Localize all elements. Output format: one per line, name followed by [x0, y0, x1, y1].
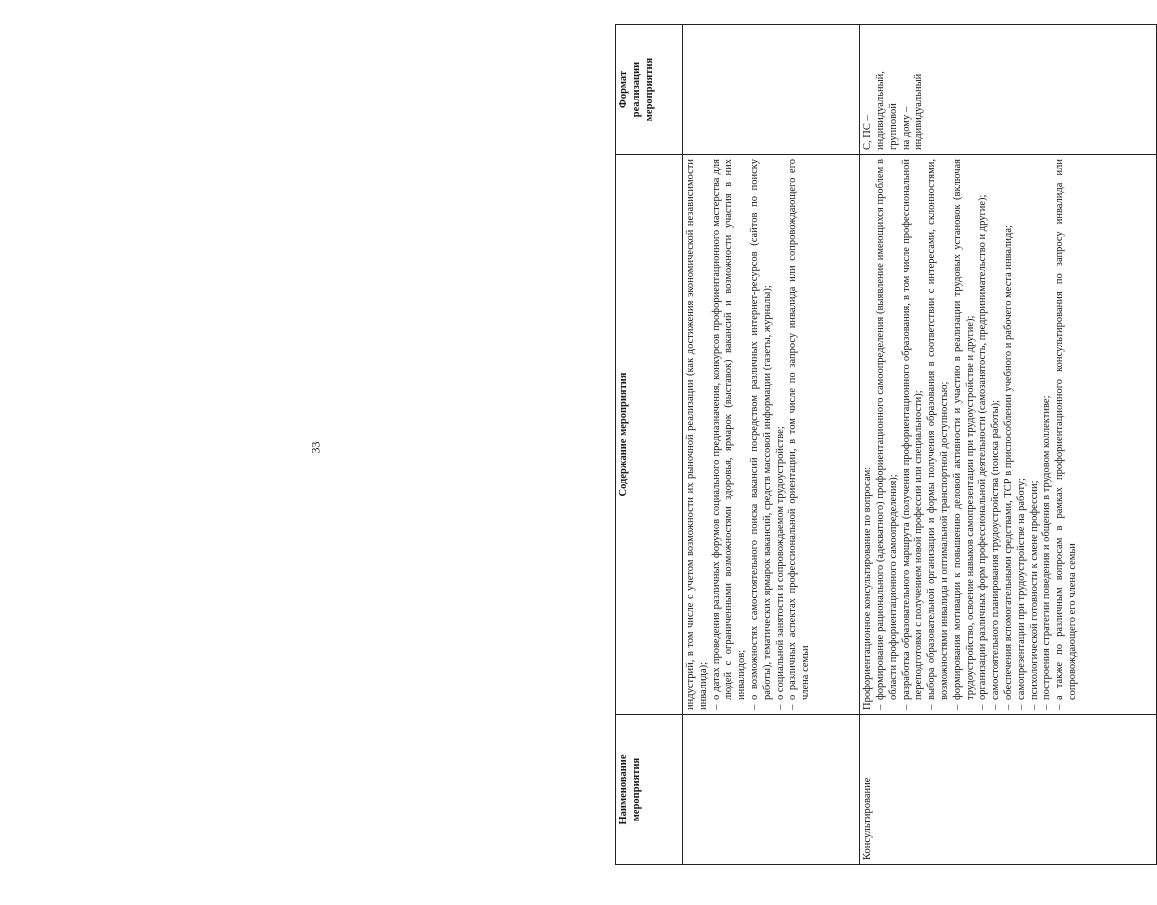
header-format-line: Формат: [618, 70, 629, 109]
row1-line: –о возможностях самостоятельного поиска вакансий посредством различных интернет-ресурсов (сайтов по поиску работы), тематических ярмарок вакансий, средств массовой информации (газеты, журналы);: [748, 159, 773, 710]
row1-line: –о социальной занятости и сопровождаемом трудоустройстве;: [774, 426, 786, 710]
row2-format-line: на дому –: [900, 106, 912, 150]
row2-line: –а также по различным вопросам в рамках профориентационного консультирования по запросу инвалида или сопровождающего его члена семьи: [1054, 159, 1079, 710]
row2-format-line: С, ПС –: [862, 115, 874, 150]
row2-line: –организации различных форм профессиональной деятельности (самозанятость, предпринимательство и другие);: [977, 194, 989, 710]
row2-line: –разработка образовательного маршрута (получения профориентационного образования, в том числе профессиональной переподготовки с получением новой профессии или специальности);: [900, 159, 925, 710]
header-name-line: Наименование: [618, 754, 629, 825]
row2-format-line: индивидуальный,: [875, 71, 887, 150]
header-format-line: реализации: [630, 61, 642, 118]
row2-line: –самостоятельного планирования трудоустройства (поиска работы);: [990, 399, 1002, 710]
row2-content: [860, 155, 1157, 715]
header-format-line: мероприятия: [643, 57, 655, 122]
activities-table: [615, 24, 1157, 865]
row2-format: [860, 25, 1157, 155]
row2-line: –самопрезентации при трудоустройстве на работу;: [1015, 478, 1027, 710]
page-number: 33: [308, 441, 323, 454]
header-format: [616, 25, 683, 155]
row2-line: –формирование рационального (адекватного) профориентационного самоопределения (выявление имеющихся проблем в области профориентационного самоопределения);: [875, 159, 899, 710]
row1-format: [683, 25, 860, 155]
header-name-line: мероприятия: [630, 757, 642, 822]
row2-name: Консультирование: [860, 715, 1157, 865]
table-row: [860, 25, 1157, 865]
row2-line: –психологической готовности к смене профессии;: [1028, 480, 1040, 710]
header-content: Содержание мероприятия: [616, 155, 683, 715]
row2-line: –обеспечения вспомогательными средствами, ТСР в приспособлении учебного и рабочего места инвалида;: [1003, 225, 1015, 710]
row2-intro: Профориентационное консультирование по вопросам:: [862, 466, 874, 710]
row1-line: –о датах проведения различных форумов социального предназначения, конкурсов профориентационного мастерства для людей с ограниченными возможностями здоровья, ярмарок (выставок) вакансий и возможности участия в них инвалидов;: [710, 159, 748, 710]
row1-line: –о различных аспектах профессиональной ориентации, в том числе по запросу инвалида или сопровождающего его члена семьи: [787, 159, 812, 710]
row2-line: –выбора образовательной организации и формы получения образования в соответствии с интересами, склонностями, возможностями инвалида и оптимальной транспортной доступностью;: [926, 159, 951, 710]
row2-line: –построения стратегии поведения и общения в трудовом коллективе;: [1041, 395, 1053, 710]
row1-content: [683, 155, 860, 715]
row2-format-line: групповой: [887, 103, 899, 150]
rotated-table-wrapper: [615, 25, 1157, 865]
row2-line: –формирования мотивации к повышению деловой активности и участию в реализации трудовых установок (включая трудоустройство, освоение навыков самопрезентации при трудоустройстве и другие);: [951, 159, 976, 710]
header-row: [616, 25, 683, 865]
header-name: [616, 715, 683, 865]
table-row: [683, 25, 860, 865]
row2-format-line: индивидуальный: [913, 73, 925, 150]
row1-line: индустрий, в том числе с учетом возможности их рыночной реализации (как достижения экономической независимости инвалида);: [685, 159, 709, 710]
row1-name: [683, 715, 860, 865]
